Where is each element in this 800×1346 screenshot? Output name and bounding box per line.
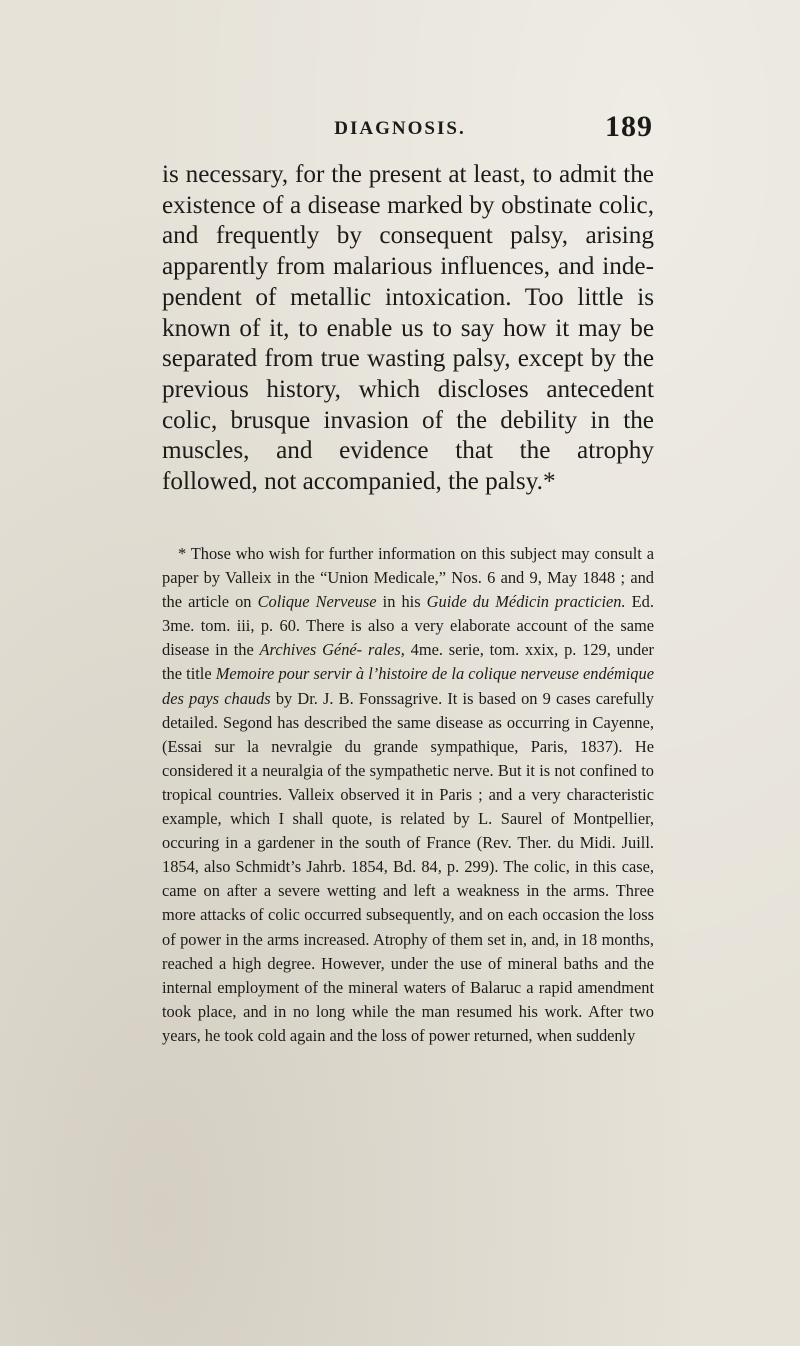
footnote-text-1: Those who wish for further information on this subject may consult a paper by Valleix in the “Union Medicale,” Nos. 6 and 9, May 1848 ; and the article on <box>162 544 654 612</box>
running-head: DIAGNOSIS. <box>334 118 466 139</box>
footnote <box>162 542 654 1048</box>
footnote-text-4: 4me. serie, tom. xxix, p. 129, under the title <box>162 640 654 684</box>
footnote-italic-4: Memoire pour servir à l’histoire de la colique nerveuse endémique des pays chauds <box>162 664 654 708</box>
footnote-text-5: by Dr. J. B. Fonssagrive. It is based on 9 cases carefully detailed. Segond has described the same disease as occurring in Cayenne, (Essai sur la nevralgie du grande sympathique, Paris, 1837). He considered it a neuralgia of the sympathetic nerve. But it is not confined to tropical countries. Valleix observed it in Paris ; and a very characteristic example, which I shall quote, is related by L. Saurel of Montpellier, occuring in a gardener in the south of France (Rev. Ther. du Midi. Juill. 1854, also Schmidt’s Jahrb. 1854, Bd. 84, p. 299). The colic, in this case, came on after a severe wetting and left a weakness in the arms. Three more attacks of colic occurred subsequently, and on each occasion the loss of power in the arms increased. Atrophy of them set in, and, in 18 months, reached a high degree. However, under the use of mineral baths and the internal employment of the mineral waters of Balaruc a rapid amendment took place, and in no long while the man resumed his work. After two years, he took cold again and the loss of power returned, when suddenly <box>162 688 654 1045</box>
main-paragraph: is necessary, for the present at least, to admit the existence of a disease marked by obstinate colic, and frequently by consequent palsy, arising apparently from malarious influences, and inde- pendent of metallic intoxication. Too little is known of it, to enable us to say how it may be separated from true wasting palsy, except by the previous history, which discloses antecedent colic, brusque invasion of the debility in the muscles, and evidence that the atrophy followed, not accompanied, the palsy.* <box>162 161 654 496</box>
page-number: 189 <box>605 110 653 143</box>
footnote-italic-1: Colique Nerveuse <box>257 592 377 612</box>
footnote-text-2: in his <box>382 592 421 612</box>
page-header <box>0 110 800 158</box>
footnote-text-3: Ed. 3me. tom. iii, p. 60. There is also a very elaborate account of the same disease in the <box>162 592 654 660</box>
footnote-marker: * <box>178 544 187 563</box>
footnote-italic-3: Archives Géné- rales, <box>259 640 405 660</box>
footnote-italic-2: Guide du Médicin practicien. <box>426 592 626 612</box>
